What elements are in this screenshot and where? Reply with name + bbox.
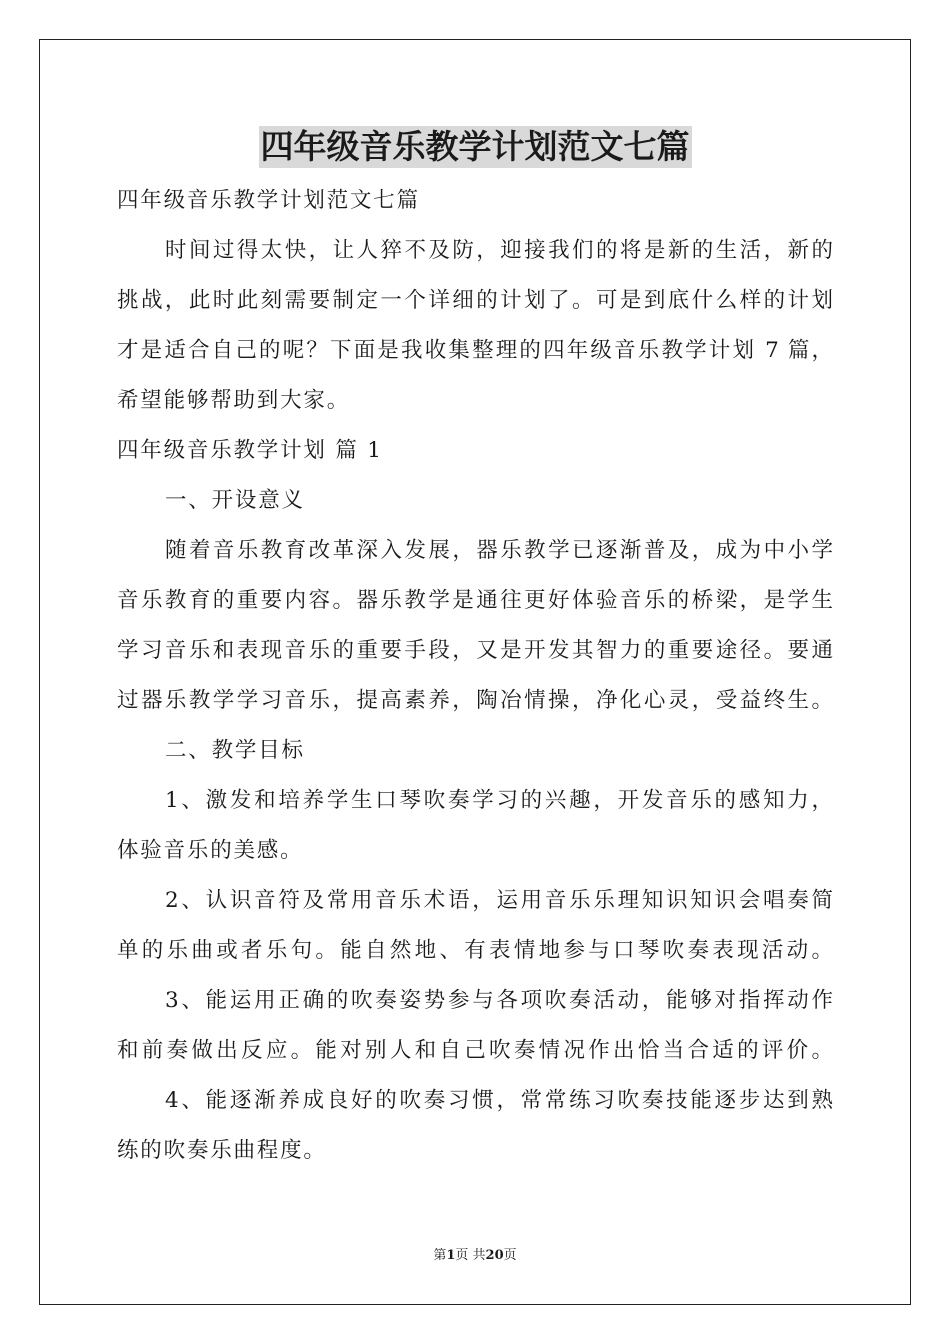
document-title-text: 四年级音乐教学计划范文七篇: [260, 127, 690, 166]
document-title: [0, 126, 950, 168]
page-footer: [0, 1247, 950, 1265]
paragraph-line: 希望能够帮助到大家。: [117, 388, 351, 413]
list-item-line: 4、能逐渐养成良好的吹奏习惯，常常练习吹奏技能逐步达到熟: [165, 1088, 833, 1113]
paragraph-line: 时间过得太快，让人猝不及防，迎接我们的将是新的生活，新的: [165, 238, 833, 263]
paragraph-line: 随着音乐教育改革深入发展，器乐教学已逐渐普及，成为中小学: [165, 538, 833, 563]
list-item-line: 单的乐曲或者乐句。能自然地、有表情地参与口琴吹奏表现活动。: [117, 938, 833, 963]
page-number-mid: 页 共: [455, 1248, 486, 1263]
list-item-line: 练的吹奏乐曲程度。: [117, 1138, 327, 1163]
paragraph-line: 音乐教育的重要内容。器乐教学是通往更好体验音乐的桥梁，是学生: [117, 588, 833, 613]
paragraph-line: 才是适合自己的呢？下面是我收集整理的四年级音乐教学计划 7 篇，: [117, 338, 833, 363]
page-number-total: 20: [485, 1248, 504, 1263]
list-item-line: 2、认识音符及常用音乐术语，运用音乐乐理知识知识会唱奏简: [165, 888, 833, 913]
list-item-line: 1、激发和培养学生口琴吹奏学习的兴趣，开发音乐的感知力，: [165, 788, 833, 813]
paragraph-line: 学习音乐和表现音乐的重要手段，又是开发其智力的重要途径。要通: [117, 638, 833, 663]
section-heading: 四年级音乐教学计划 篇 1: [117, 438, 383, 463]
page-number-prefix: 第: [433, 1248, 447, 1263]
subsection-heading: 二、教学目标: [165, 738, 305, 763]
paragraph-line: 挑战，此时此刻需要制定一个详细的计划了。可是到底什么样的计划: [117, 288, 833, 313]
paragraph-line: 过器乐教学学习音乐，提高素养，陶冶情操，净化心灵，受益终生。: [117, 688, 833, 713]
page-number-current: 1: [446, 1248, 456, 1263]
list-item-line: 和前奏做出反应。能对别人和自己吹奏情况作出恰当合适的评价。: [117, 1038, 833, 1063]
subtitle-line: 四年级音乐教学计划范文七篇: [117, 188, 420, 213]
page-number-suffix: 页: [503, 1248, 517, 1263]
list-item-line: 3、能运用正确的吹奏姿势参与各项吹奏活动，能够对指挥动作: [165, 988, 833, 1013]
subsection-heading: 一、开设意义: [165, 488, 305, 513]
document-body: [117, 176, 833, 1176]
list-item-line: 体验音乐的美感。: [117, 838, 304, 863]
